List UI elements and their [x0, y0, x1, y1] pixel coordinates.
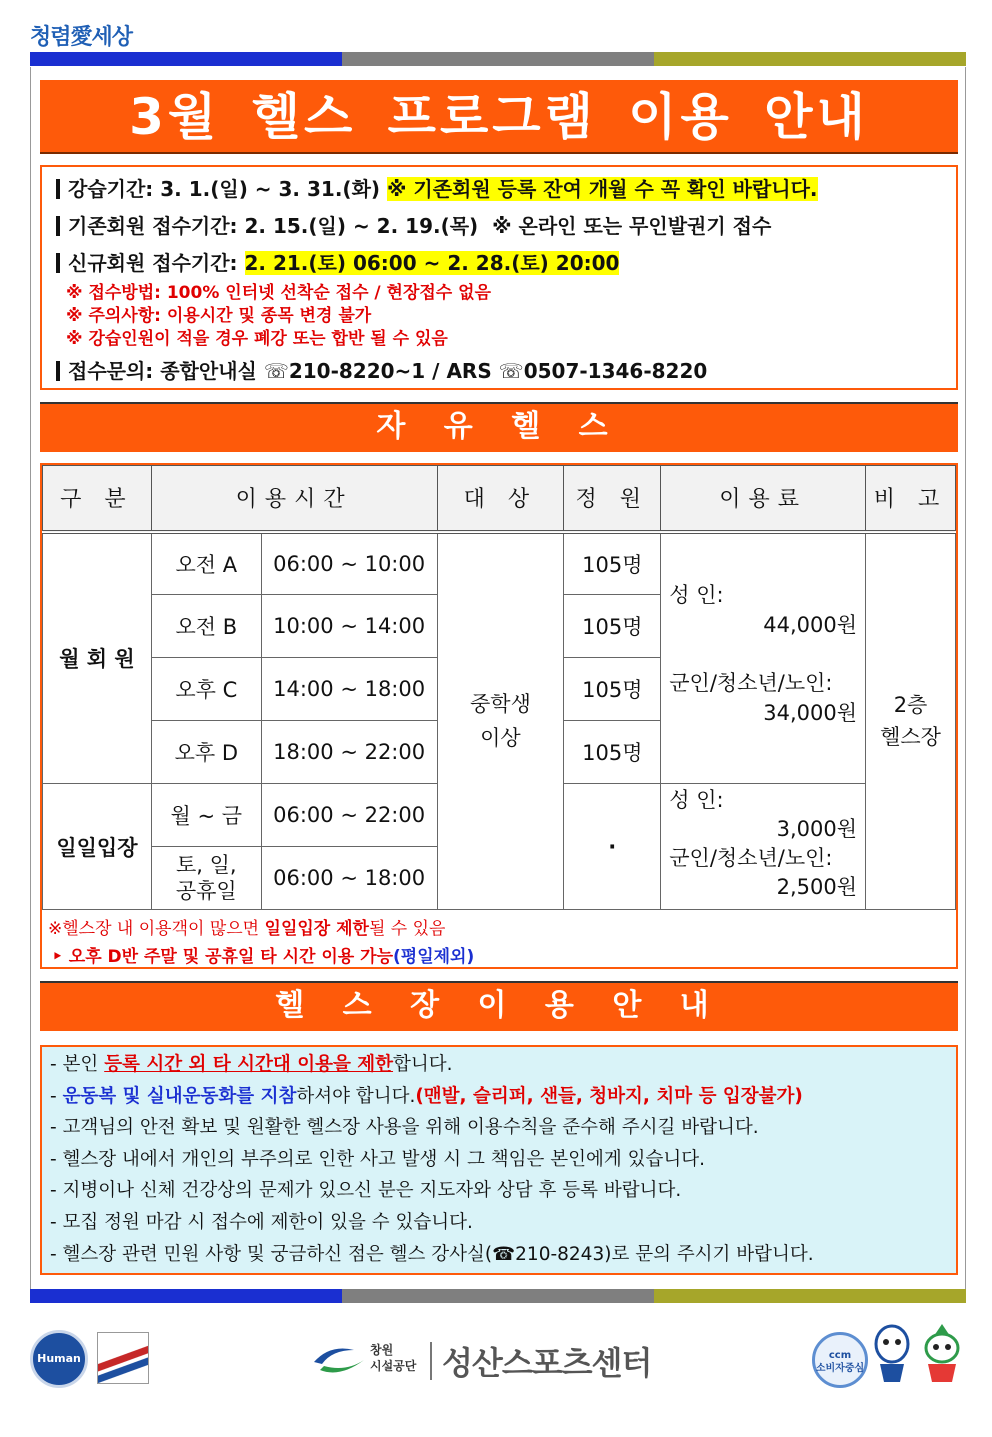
- daily-capacity-cell: ·: [564, 784, 661, 910]
- header-fee: 이용료: [661, 466, 866, 532]
- contact-line: 접수문의: 종합안내실 ☏210-8220~1 / ARS ☏0507-1346-8220: [56, 353, 942, 390]
- session-cell: 오전 B: [151, 595, 261, 658]
- swoosh-icon: [310, 1342, 370, 1380]
- daily-limit-note: ※헬스장 내 이용객이 많으면 일일입장 제한될 수 있음: [48, 919, 446, 939]
- contact-phone: ☏210-8220~1 / ARS ☏0507-1346-8220: [263, 359, 708, 383]
- schedule-table: [42, 465, 956, 910]
- daily-entry-label: 일일입장: [43, 784, 152, 910]
- section-gym-guide-title: 헬 스 장 이 용 안 내: [40, 981, 958, 1031]
- guide-item: - 헬스장 관련 민원 사항 및 궁금하신 점은 헬스 강사실(☎210-8243)로 문의 주시기 바랍니다.: [50, 1243, 814, 1265]
- guide-item: - 운동복 및 실내운동화를 지참하셔야 합니다.(맨발, 슬리퍼, 샌들, 청바지, 치마 등 입장불가): [50, 1085, 803, 1107]
- new-member-period: 2. 21.(토) 06:00 ~ 2. 28.(토) 20:00: [244, 251, 620, 275]
- period-note: ※ 기존회원 등록 잔여 개월 수 꼭 확인 바랍니다.: [387, 177, 818, 201]
- center-name: 성산스포츠센터: [442, 1344, 652, 1382]
- monthly-fee-cell: 성 인: 44,000원 군인/청소년/노인: 34,000원: [661, 532, 866, 784]
- guide-item: - 지병이나 신체 건강상의 문제가 있으신 분은 지도자와 상담 후 등록 바랍니다.: [50, 1180, 682, 1202]
- page-title: 3월 헬스 프로그램 이용 안내: [40, 80, 958, 154]
- target-cell: 중학생 이상: [437, 532, 564, 910]
- header-remark: 비 고: [866, 466, 956, 532]
- top-color-bar: [30, 52, 966, 66]
- capacity-cell: 105명: [564, 595, 661, 658]
- section-free-health-title: 자 유 헬 스: [40, 402, 958, 452]
- existing-member-line: 기존회원 접수기간: 2. 15.(일) ~ 2. 19.(목) ※ 온라인 또는 무인발권기 접수: [56, 208, 942, 245]
- schedule-table-box: [40, 463, 958, 969]
- period-line: 강습기간: 3. 1.(일) ~ 3. 31.(화) ※ 기존회원 등록 잔여 개월 수 꼭 확인 바랍니다.: [56, 171, 942, 208]
- gym-guide-box: [40, 1045, 958, 1275]
- note-cancel: ※ 강습인원이 적을 경우 폐강 또는 합반 될 수 있음: [66, 329, 448, 349]
- weekend-note: ‣ 오후 D반 주말 및 공휴일 타 시간 이용 가능(평일제외): [52, 947, 475, 967]
- certification-mark: [97, 1332, 149, 1384]
- capacity-cell: 105명: [564, 721, 661, 784]
- time-cell: 10:00 ~ 14:00: [261, 595, 437, 658]
- daily-fee-cell: 성 인: 3,000원 군인/청소년/노인: 2,500원: [661, 784, 866, 910]
- remark-cell: 2층 헬스장: [866, 532, 956, 910]
- session-cell: 오후 C: [151, 658, 261, 721]
- human-rights-badge: Human Rights: [30, 1330, 88, 1388]
- table-row: [43, 532, 956, 595]
- mascot-icon: [918, 1322, 966, 1386]
- center-logo: [310, 1338, 652, 1384]
- ccm-badge: ccm 소비자중심: [812, 1332, 868, 1388]
- header-time: 이용시간: [151, 466, 437, 532]
- guide-item: - 헬스장 내에서 개인의 부주의로 인한 사고 발생 시 그 책임은 본인에게 있습니다.: [50, 1148, 705, 1170]
- session-cell: 토, 일, 공휴일: [151, 847, 261, 910]
- new-member-line: 신규회원 접수기간: 2. 21.(토) 06:00 ~ 2. 28.(토) 20:00: [56, 245, 942, 282]
- header-target: 대 상: [437, 466, 564, 532]
- time-cell: 06:00 ~ 18:00: [261, 847, 437, 910]
- header-capacity: 정 원: [564, 466, 661, 532]
- monthly-member-label: 월 회 원: [43, 532, 152, 784]
- guide-item: - 고객님의 안전 확보 및 원활한 헬스장 사용을 위해 이용수칙을 준수해 주시길 바랍니다.: [50, 1117, 759, 1139]
- session-cell: 오후 D: [151, 721, 261, 784]
- time-cell: 18:00 ~ 22:00: [261, 721, 437, 784]
- bottom-color-bar: [30, 1289, 966, 1303]
- registration-info-box: [40, 165, 958, 390]
- guide-item: - 모집 정원 마감 시 접수에 제한이 있을 수 있습니다.: [50, 1211, 473, 1233]
- session-cell: 월 ~ 금: [151, 784, 261, 847]
- time-cell: 14:00 ~ 18:00: [261, 658, 437, 721]
- mascot-icon: [872, 1322, 912, 1386]
- note-caution: ※ 주의사항: 이용시간 및 종목 변경 불가: [66, 306, 372, 326]
- session-cell: 오전 A: [151, 532, 261, 595]
- capacity-cell: 105명: [564, 532, 661, 595]
- org-small-name: 창원 시설공단: [370, 1343, 417, 1373]
- capacity-cell: 105명: [564, 658, 661, 721]
- time-cell: 06:00 ~ 22:00: [261, 784, 437, 847]
- header-category: 구 분: [43, 466, 152, 532]
- integrity-logo: 청렴愛세상: [30, 24, 133, 50]
- footer: [0, 1318, 992, 1417]
- guide-item: - 본인 등록 시간 외 타 시간대 이용을 제한합니다.: [50, 1054, 453, 1075]
- note-method: ※ 접수방법: 100% 인터넷 선착순 접수 / 현장접수 없음: [66, 283, 491, 303]
- time-cell: 06:00 ~ 10:00: [261, 532, 437, 595]
